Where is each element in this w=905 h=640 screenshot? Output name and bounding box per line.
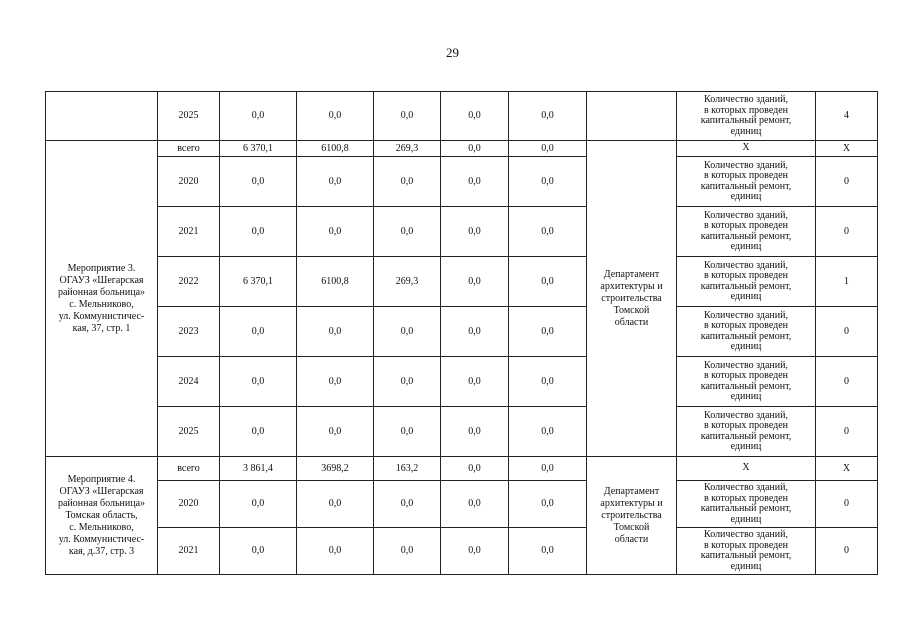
value-cell-5: 0,0 <box>509 528 587 575</box>
value-cell-1: 0,0 <box>220 481 297 528</box>
target-cell: 0 <box>816 307 878 357</box>
indicator-cell-line: в которых проведен <box>703 420 789 431</box>
value-cell-1: 6 370,1 <box>220 257 297 307</box>
indicator-cell <box>677 307 816 357</box>
value-cell-3: 0,0 <box>374 407 441 457</box>
department-cell-line: архитектуры и <box>600 497 663 509</box>
indicator-cell-line: единиц <box>730 191 762 202</box>
value-cell-5: 0,0 <box>509 257 587 307</box>
indicator-cell-line: Количество зданий, <box>704 359 788 371</box>
year-cell: 2022 <box>158 257 220 307</box>
value-cell-4: 0,0 <box>441 157 509 207</box>
event-name-cell <box>46 141 158 457</box>
value-cell-5: 0,0 <box>509 157 587 207</box>
indicator-cell-line: единиц <box>730 341 762 352</box>
value-cell-4: 0,0 <box>441 257 509 307</box>
year-cell: 2021 <box>158 528 220 575</box>
department-cell-line: Томской <box>613 304 650 316</box>
indicator-cell <box>677 207 816 257</box>
value-cell-4: 0,0 <box>441 141 509 157</box>
value-cell-4: 0,0 <box>441 528 509 575</box>
target-cell: 1 <box>816 257 878 307</box>
value-cell-1: 0,0 <box>220 407 297 457</box>
target-cell: Х <box>816 141 878 157</box>
indicator-cell-line: единиц <box>730 441 762 452</box>
value-cell-3: 0,0 <box>374 92 441 141</box>
value-cell-5: 0,0 <box>509 481 587 528</box>
budget-table <box>45 91 878 575</box>
value-cell-5: 0,0 <box>509 141 587 157</box>
value-cell-5: 0,0 <box>509 357 587 407</box>
value-cell-2: 0,0 <box>297 307 374 357</box>
event-name-cell-line: Томская область, <box>65 509 138 521</box>
indicator-cell <box>677 528 816 575</box>
value-cell-3: 269,3 <box>374 257 441 307</box>
value-cell-1: 3 861,4 <box>220 457 297 481</box>
value-cell-2: 6100,8 <box>297 141 374 157</box>
indicator-cell <box>677 157 816 207</box>
indicator-cell-line: в которых проведен <box>703 539 789 551</box>
year-cell: всего <box>158 141 220 157</box>
value-cell-3: 0,0 <box>374 207 441 257</box>
table-row <box>46 528 878 575</box>
value-cell-4: 0,0 <box>441 357 509 407</box>
indicator-cell-line: в которых проведен <box>703 370 789 381</box>
value-cell-4: 0,0 <box>441 307 509 357</box>
table-row <box>46 92 878 141</box>
event-name-cell-line: кая, 37, стр. 1 <box>72 322 131 334</box>
value-cell-4: 0,0 <box>441 457 509 481</box>
table-row <box>46 207 878 257</box>
indicator-cell-line: Количество зданий, <box>704 159 788 171</box>
event-name-cell-line: кая, д.37, стр. 3 <box>68 545 135 557</box>
indicator-cell-line: капитальный ремонт, <box>700 115 792 126</box>
indicator-cell-line: единиц <box>730 560 762 572</box>
value-cell-1: 6 370,1 <box>220 141 297 157</box>
value-cell-5: 0,0 <box>509 407 587 457</box>
event-name-cell-line: ОГАУЗ «Шегарская <box>59 274 144 286</box>
indicator-cell-line: капитальный ремонт, <box>700 280 792 292</box>
table-row <box>46 307 878 357</box>
value-cell-4: 0,0 <box>441 92 509 141</box>
indicator-cell-line: Количество зданий, <box>704 259 788 271</box>
indicator-cell-line: в которых проведен <box>703 170 789 181</box>
value-cell-3: 269,3 <box>374 141 441 157</box>
value-cell-2: 0,0 <box>297 528 374 575</box>
value-cell-2: 0,0 <box>297 92 374 141</box>
event-name-cell-line: Мероприятие 3. <box>67 262 136 274</box>
indicator-cell: Х <box>677 141 816 157</box>
year-cell: 2020 <box>158 157 220 207</box>
value-cell-4: 0,0 <box>441 207 509 257</box>
indicator-cell-line: в которых проведен <box>703 320 789 331</box>
target-cell: 0 <box>816 157 878 207</box>
indicator-cell-line: Количество зданий, <box>704 94 788 105</box>
year-cell: 2025 <box>158 407 220 457</box>
value-cell-3: 163,2 <box>374 457 441 481</box>
indicator-cell-line: Количество зданий, <box>704 482 788 493</box>
indicator-cell-line: в которых проведен <box>703 104 789 116</box>
event-name-cell <box>46 457 158 575</box>
value-cell-1: 0,0 <box>220 528 297 575</box>
target-cell: 0 <box>816 481 878 528</box>
table-row <box>46 257 878 307</box>
table-row <box>46 157 878 207</box>
value-cell-2: 6100,8 <box>297 257 374 307</box>
target-cell: Х <box>816 457 878 481</box>
target-cell: 0 <box>816 207 878 257</box>
indicator-cell <box>677 92 816 141</box>
target-cell: 4 <box>816 92 878 141</box>
value-cell-2: 0,0 <box>297 207 374 257</box>
department-cell-line: Департамент <box>603 485 660 497</box>
indicator-cell-line: единиц <box>730 291 762 302</box>
value-cell-1: 0,0 <box>220 357 297 407</box>
value-cell-5: 0,0 <box>509 92 587 141</box>
value-cell-4: 0,0 <box>441 407 509 457</box>
indicator-cell-line: капитальный ремонт, <box>700 180 792 192</box>
event-name-cell-line: ул. Коммунистичес- <box>58 310 145 322</box>
indicator-cell-line: капитальный ремонт, <box>700 503 792 514</box>
value-cell-1: 0,0 <box>220 207 297 257</box>
value-cell-3: 0,0 <box>374 307 441 357</box>
indicator-cell-line: капитальный ремонт, <box>700 230 792 242</box>
value-cell-2: 3698,2 <box>297 457 374 481</box>
page-number: 29 <box>446 45 459 60</box>
department-cell <box>587 92 677 141</box>
event-name-cell-line: ОГАУЗ «Шегарская <box>59 485 144 497</box>
table-row <box>46 357 878 407</box>
department-cell-line: архитектуры и <box>600 280 663 292</box>
indicator-cell-line: в которых проведен <box>703 270 789 281</box>
value-cell-3: 0,0 <box>374 357 441 407</box>
value-cell-3: 0,0 <box>374 528 441 575</box>
department-cell <box>587 457 677 575</box>
value-cell-5: 0,0 <box>509 457 587 481</box>
indicator-cell <box>677 481 816 528</box>
value-cell-2: 0,0 <box>297 481 374 528</box>
event-name-cell-line: ул. Коммунистичес- <box>58 533 145 545</box>
event-name-cell-line: районная больница» <box>57 497 146 509</box>
indicator-cell-line: Количество зданий, <box>704 409 788 421</box>
value-cell-3: 0,0 <box>374 481 441 528</box>
indicator-cell-line: в которых проведен <box>703 220 789 231</box>
table-body <box>46 92 878 575</box>
table-row <box>46 407 878 457</box>
table-row-total <box>46 141 878 157</box>
indicator-cell-line: капитальный ремонт, <box>700 550 792 561</box>
value-cell-1: 0,0 <box>220 92 297 141</box>
indicator-cell-line: единиц <box>730 241 762 252</box>
department-cell-line: строительства <box>601 292 662 304</box>
target-cell: 0 <box>816 357 878 407</box>
value-cell-2: 0,0 <box>297 157 374 207</box>
indicator-cell-line: капитальный ремонт, <box>700 380 792 392</box>
value-cell-5: 0,0 <box>509 307 587 357</box>
year-cell: 2020 <box>158 481 220 528</box>
year-cell: 2025 <box>158 92 220 141</box>
department-cell-line: области <box>614 316 649 328</box>
indicator-cell-line: Количество зданий, <box>704 309 788 321</box>
year-cell: 2023 <box>158 307 220 357</box>
indicator-cell-line: капитальный ремонт, <box>700 430 792 442</box>
target-cell: 0 <box>816 528 878 575</box>
indicator-cell-line: Количество зданий, <box>704 209 788 221</box>
department-cell-line: Департамент <box>603 268 660 280</box>
value-cell-5: 0,0 <box>509 207 587 257</box>
indicator-cell-line: в которых проведен <box>703 492 789 504</box>
value-cell-2: 0,0 <box>297 407 374 457</box>
indicator-cell: Х <box>677 457 816 481</box>
indicator-cell-line: единиц <box>730 513 762 525</box>
event-name-cell-line: районная больница» <box>57 286 146 298</box>
value-cell-1: 0,0 <box>220 157 297 207</box>
indicator-cell <box>677 357 816 407</box>
department-cell-line: Томской <box>613 521 650 533</box>
value-cell-4: 0,0 <box>441 481 509 528</box>
value-cell-3: 0,0 <box>374 157 441 207</box>
department-cell <box>587 141 677 457</box>
indicator-cell-line: единиц <box>730 391 762 402</box>
year-cell: всего <box>158 457 220 481</box>
department-cell-line: области <box>614 533 649 545</box>
event-name-cell-line: с. Мельниково, <box>69 521 134 533</box>
indicator-cell-line: единиц <box>730 125 762 137</box>
value-cell-2: 0,0 <box>297 357 374 407</box>
table-row <box>46 481 878 528</box>
indicator-cell-line: капитальный ремонт, <box>700 330 792 342</box>
event-name-cell-line: с. Мельниково, <box>69 298 134 310</box>
indicator-cell-line: Количество зданий, <box>704 529 788 540</box>
value-cell-1: 0,0 <box>220 307 297 357</box>
table-row-total <box>46 457 878 481</box>
target-cell: 0 <box>816 407 878 457</box>
indicator-cell <box>677 257 816 307</box>
event-name-cell-line: Мероприятие 4. <box>67 473 136 485</box>
department-cell-line: строительства <box>601 509 662 521</box>
event-cell <box>46 92 158 141</box>
year-cell: 2021 <box>158 207 220 257</box>
indicator-cell <box>677 407 816 457</box>
year-cell: 2024 <box>158 357 220 407</box>
